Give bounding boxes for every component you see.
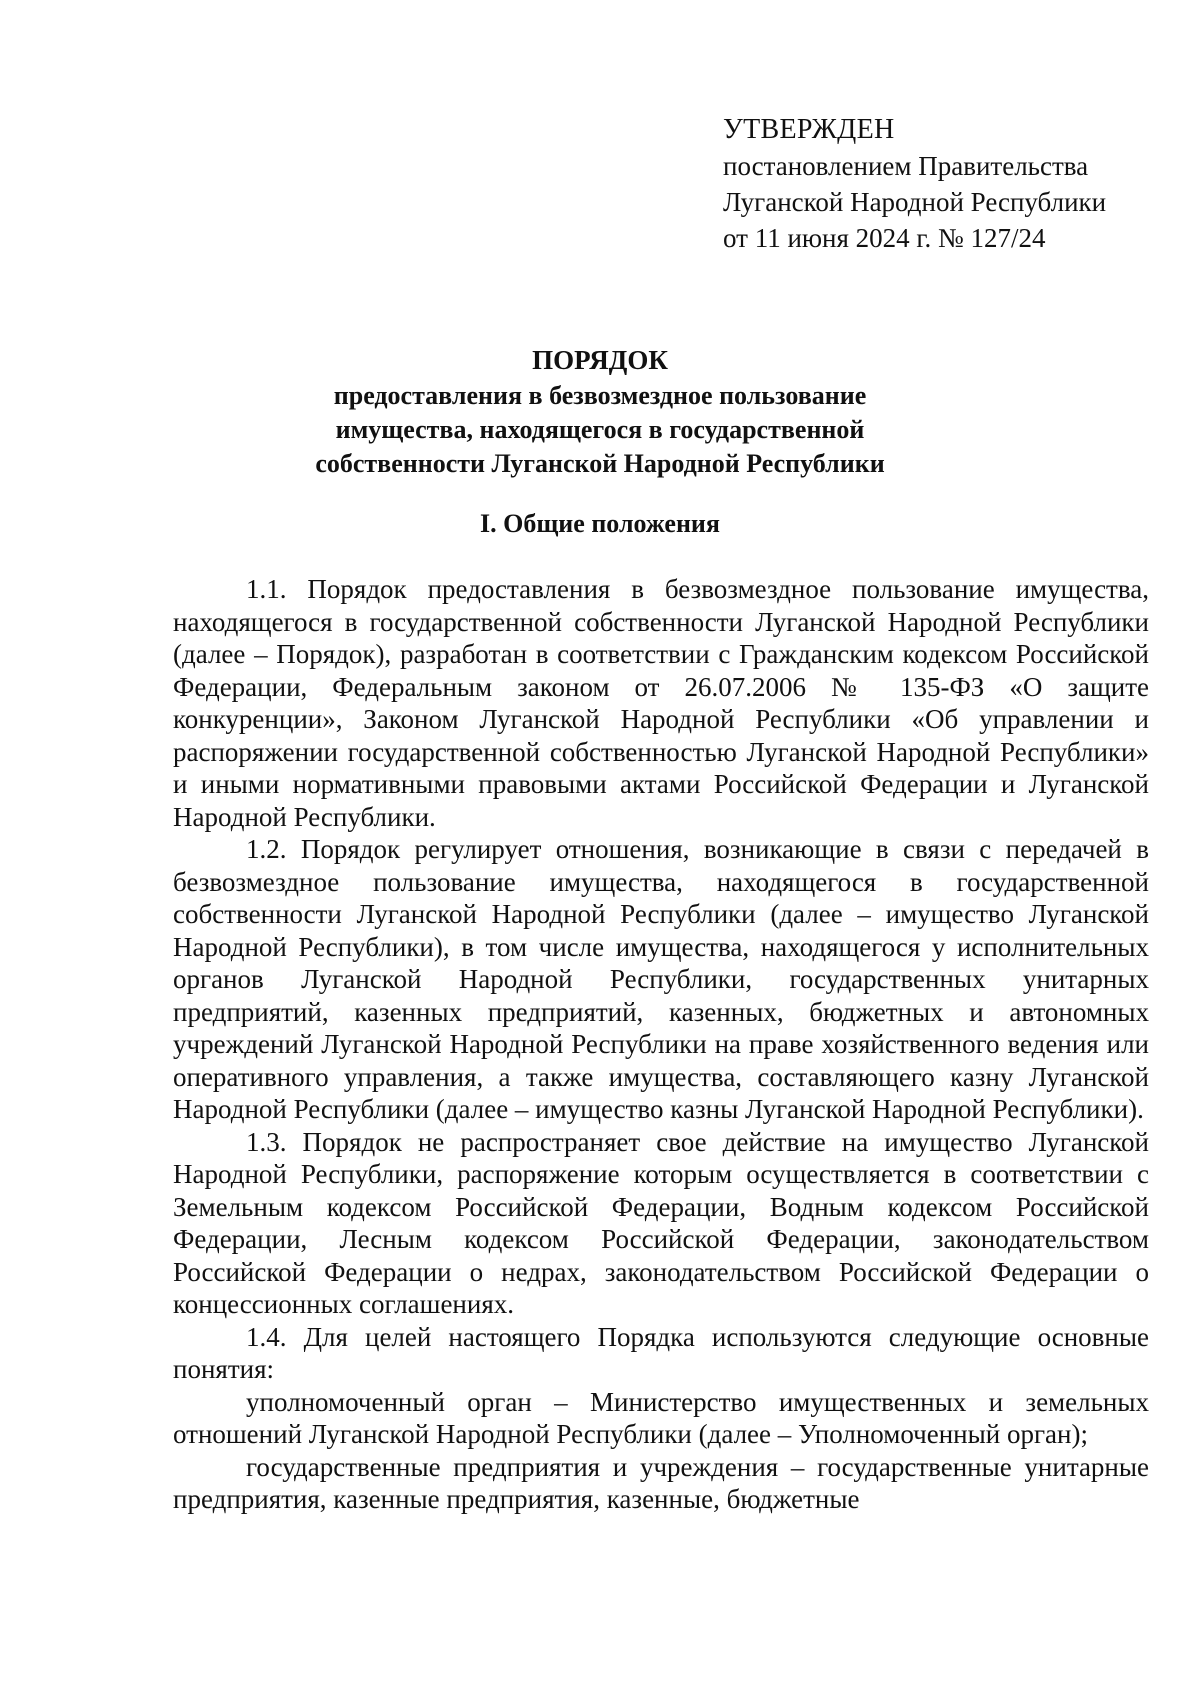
paragraph-1-2: 1.2. Порядок регулирует отношения, возникающие в связи с передачей в безвозмездное пользование имущества, находящегося в государственной собственности Луганской Народной Республики (далее – имущество Луганской Народной Республики), в том числе имущества, находящегося у исполнительных органов Луганской Народной Республики, государственных унитарных предприятий, казенных предприятий, казенных, бюджетных и автономных учреждений Луганской Народной Республики на праве хозяйственного ведения или оперативного управления, а также имущества, составляющего казну Луганской Народной Республики (далее – имущество казны Луганской Народной Республики). [173, 834, 1149, 1124]
approval-stamp: УТВЕРЖДЕН [723, 114, 895, 145]
approval-line-1: постановлением Правительства [723, 151, 1089, 181]
definition-authorized-body: уполномоченный орган – Министерство имущественных и земельных отношений Луганской Народной Республики (далее – Уполномоченный орган); [173, 1386, 1149, 1449]
paragraph-1-4: 1.4. Для целей настоящего Порядка используются следующие основные понятия: [173, 1321, 1149, 1384]
document-subtitle-line-1: предоставления в безвозмездное пользование [333, 381, 867, 410]
document-subtitle-line-3: собственности Луганской Народной Республики [315, 449, 885, 478]
approval-line-3: от 11 июня 2024 г. № 127/24 [723, 223, 1046, 253]
approval-line-2: Луганской Народной Республики [723, 187, 1107, 217]
document-body [173, 573, 1149, 1516]
document-subtitle-line-2: имущества, находящегося в государственной [335, 415, 865, 444]
definition-state-enterprises: государственные предприятия и учреждения – государственные унитарные предприятия, казенные предприятия, казенные, бюджетные [173, 1451, 1149, 1514]
paragraph-1-1: 1.1. Порядок предоставления в безвозмездное пользование имущества, находящегося в государственной собственности Луганской Народной Республики (далее – Порядок), разработан в соответствии с Гражданским кодексом Российской Федерации, Федеральным законом от 26.07.2006 № 135-ФЗ «О защите конкуренции», Законом Луганской Народной Республики «Об управлении и распоряжении государственной собственностью Луганской Народной Республики» и иными нормативными правовыми актами Российской Федерации и Луганской Народной Республики. [173, 574, 1149, 832]
approval-stamp-block [723, 112, 1163, 256]
paragraph-1-3: 1.3. Порядок не распространяет свое действие на имущество Луганской Народной Республики, распоряжение которым осуществляется в соответствии с Земельным кодексом Российской Федерации, Водным кодексом Российской Федерации, Лесным кодексом Российской Федерации, законодательством Российской Федерации о недрах, законодательством Российской Федерации о концессионных соглашениях. [173, 1126, 1149, 1319]
section-heading: I. Общие положения [480, 509, 720, 538]
document-title-block [150, 343, 1050, 481]
document-title: ПОРЯДОК [532, 345, 668, 375]
